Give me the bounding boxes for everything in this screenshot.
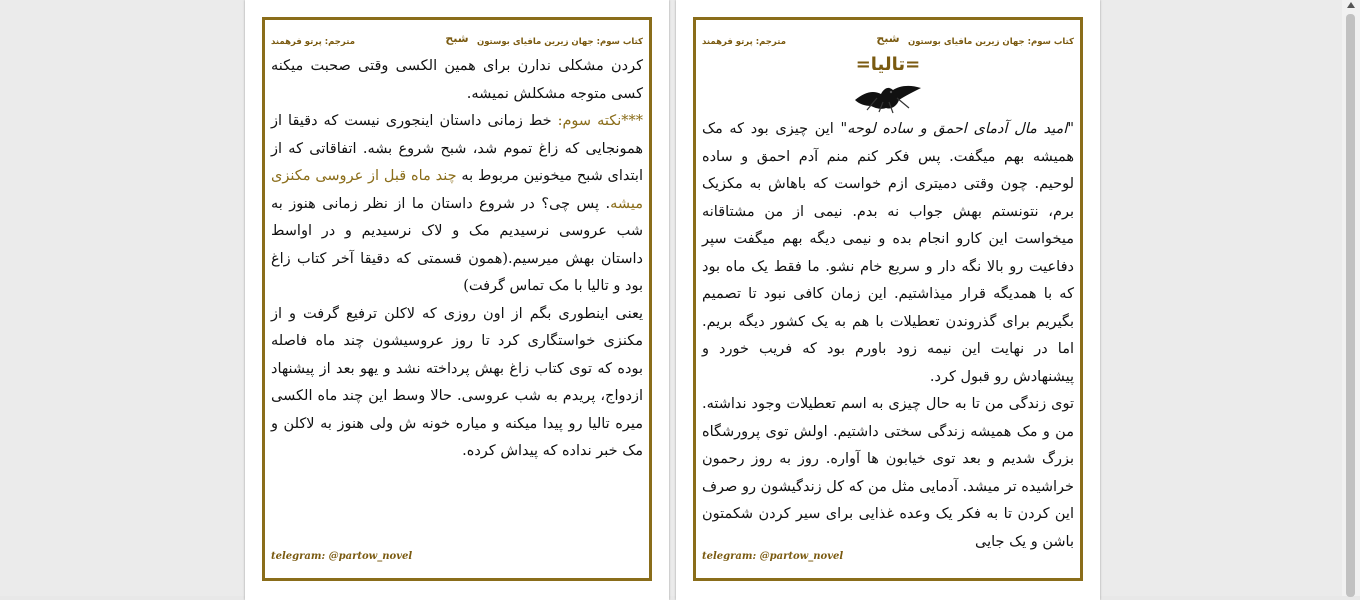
scroll-up-arrow-icon[interactable] xyxy=(1347,2,1355,8)
paragraph: کردن مشکلی ندارن برای همین الکسی وقتی صحبت میکنه کسی متوجه مشکلش نمیشه. xyxy=(271,58,643,102)
page-header xyxy=(271,34,643,48)
paragraph: یعنی اینطوری بگم از اون روزی که لاکلن ترفیع گرفت و از مکنزی خواستگاری کرد تا روز عروسیشون چند ماه فاصله بوده که توی کتاب زاغ بهش پرداخته نشد و یهو بعد از پیشنهاد ازدواج، پریدم به شب عروسی. حالا وسط این چند ماه الکسی میره تالیا رو پیدا میکنه و میاره خونه ش ولی هنوز به لاکلن و مک خبر نداده که پیداش کرده. xyxy=(271,305,643,459)
header-translator: مترجم: پرتو فرهمند xyxy=(271,37,355,47)
crow-silhouette-icon xyxy=(853,80,923,114)
header-chapter-title: شبح xyxy=(445,32,469,45)
header-translator: مترجم: پرتو فرهمند xyxy=(702,37,786,47)
paragraph-text: این چیزی بود که مک همیشه بهم میگفت. پس فکر کنم منم آدم احمق و ساده لوحیم. چون وقتی دمیتری ازم خواست که باهاش به مکزیک برم، نتونستم بهش جواب نه بدم. نیمی از من مشتاقانه میخواست این کارو انجام بده و نیمی دیگه بهم میگفت سپر دفاعیت رو بالا نگه دار و سریع خام نشو. ما فقط یک ماه بود که با همدیگه قرار میذاشتیم. این زمان کافی نبود تا تصمیم بگیریم برای گذروندن تعطیلات با هم به یک کشور دیگه بریم. اما در نهایت این نیمه زود باورم بود که فریب خورد و پیشنهادش رو قبول کرد. xyxy=(702,121,1074,385)
paragraph xyxy=(702,116,1074,391)
pdf-page-right xyxy=(676,0,1100,600)
page-header xyxy=(702,34,1074,48)
page-border-frame xyxy=(262,17,652,581)
pdf-page-left xyxy=(245,0,669,600)
paragraph xyxy=(271,108,643,301)
page-footer-telegram: telegram: @partow_novel xyxy=(702,551,844,562)
header-book-title: کتاب سوم: جهان زیرین مافیای بوستون xyxy=(907,37,1074,47)
vertical-scrollbar[interactable] xyxy=(1342,0,1360,596)
paragraph: توی زندگی من تا به حال چیزی به اسم تعطیلات وجود نداشته. من و مک همیشه زندگی سختی داشتیم. اولش توی پرورشگاه بزرگ شدیم و بعد توی خیابون ها آواره. روز به روز رحمون خراشیده تر میشد. آدمایی مثل من که کل زندگیشون رو صرف این کردن تا به فکر یک وعده غذایی برای سیر کردن شکمتون باشن و یک جایی xyxy=(702,396,1074,550)
page-body-text xyxy=(271,53,643,466)
page-footer-telegram: telegram: @partow_novel xyxy=(271,551,413,562)
scrollbar-thumb[interactable] xyxy=(1346,14,1355,597)
header-chapter-title: شبح xyxy=(876,32,900,45)
header-book-title: کتاب سوم: جهان زیرین مافیای بوستون xyxy=(476,37,643,47)
note-marker: ***نکته سوم: xyxy=(557,113,644,129)
chapter-heading: =تالیا= xyxy=(855,54,921,75)
page-body-text xyxy=(702,53,1074,556)
opening-quote: "امید مال آدمای احمق و ساده لوحه" xyxy=(840,121,1074,137)
paragraph-text: خط زمانی داستان اینجوری نیست که دقیقا از همونجایی که زاغ تموم شد، شبح شروع بشه. اتفاقاتی که از ابتدای شبح میخونین مربوط به xyxy=(271,113,643,184)
highlighted-text: چند ماه قبل از عروسی مکنزی میشه xyxy=(271,168,643,212)
paragraph-text: . پس چی؟ در شروع داستان ما از نظر زمانی هنوز به شب عروسی نرسیدیم مک و لاک نرسیدیم و در اواسط داستان بهش میرسیم.(همون قسمتی که دقیقا آخر کتاب زاغ بود و تالیا با مک تماس گرفت) xyxy=(271,195,643,294)
page-border-frame xyxy=(693,17,1083,581)
